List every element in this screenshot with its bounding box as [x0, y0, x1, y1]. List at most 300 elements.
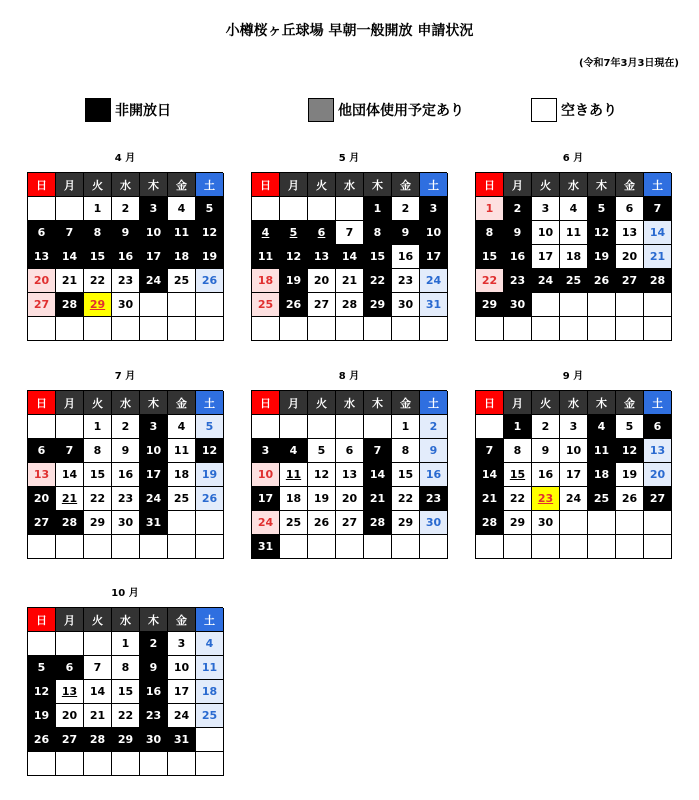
day-cell: 7: [476, 439, 504, 463]
day-cell: 24: [140, 487, 168, 511]
month-title: 8 月: [338, 371, 360, 382]
day-cell: 16: [140, 680, 168, 704]
empty-cell: [56, 415, 84, 439]
day-cell: 4: [560, 197, 588, 221]
day-cell: 11: [196, 656, 224, 680]
day-cell: 16: [112, 245, 140, 269]
day-cell: 16: [420, 463, 448, 487]
day-cell: 19: [196, 245, 224, 269]
empty-cell: [336, 415, 364, 439]
weekday-header: 木: [588, 173, 616, 197]
calendar-grid: [27, 172, 223, 341]
empty-cell: [28, 752, 56, 776]
weekday-header: 木: [364, 391, 392, 415]
day-cell: 24: [420, 269, 448, 293]
empty-cell: [168, 317, 196, 341]
empty-cell: [140, 752, 168, 776]
day-cell: 8: [84, 221, 112, 245]
day-cell: 1: [84, 415, 112, 439]
empty-cell: [168, 293, 196, 317]
empty-cell: [112, 317, 140, 341]
day-cell: 9: [532, 439, 560, 463]
day-cell: 9: [420, 439, 448, 463]
day-cell: 2: [112, 415, 140, 439]
day-cell: 28: [336, 293, 364, 317]
weekday-header: 水: [112, 391, 140, 415]
empty-cell: [56, 197, 84, 221]
empty-cell: [28, 317, 56, 341]
empty-cell: [532, 317, 560, 341]
day-cell: 5: [588, 197, 616, 221]
day-cell: 9: [504, 221, 532, 245]
empty-cell: [308, 197, 336, 221]
day-cell: 6: [616, 197, 644, 221]
empty-cell: [84, 535, 112, 559]
calendar-grid: [251, 390, 447, 559]
weekday-header: 日: [476, 173, 504, 197]
empty-cell: [392, 535, 420, 559]
as-of-date: (令和7年3月3日現在): [578, 58, 679, 69]
day-cell: 25: [560, 269, 588, 293]
empty-cell: [588, 293, 616, 317]
day-cell: 8: [392, 439, 420, 463]
day-cell: 4: [280, 439, 308, 463]
day-cell: 10: [140, 439, 168, 463]
empty-cell: [644, 535, 672, 559]
day-cell: 27: [56, 728, 84, 752]
day-cell: 19: [616, 463, 644, 487]
day-cell: 4: [196, 632, 224, 656]
legend-reserved-label: 他団体使用予定あり: [338, 102, 464, 119]
day-cell: 22: [504, 487, 532, 511]
empty-cell: [420, 317, 448, 341]
day-cell: 23: [112, 269, 140, 293]
day-cell: 1: [504, 415, 532, 439]
empty-cell: [280, 415, 308, 439]
empty-cell: [280, 197, 308, 221]
day-cell: 18: [168, 245, 196, 269]
empty-cell: [644, 511, 672, 535]
day-cell: 27: [28, 293, 56, 317]
month-calendar: [27, 150, 223, 341]
day-cell: 4: [168, 197, 196, 221]
weekday-header: 金: [616, 391, 644, 415]
day-cell: 28: [56, 511, 84, 535]
day-cell: 31: [140, 511, 168, 535]
day-cell: 14: [336, 245, 364, 269]
empty-cell: [336, 197, 364, 221]
day-cell: 20: [308, 269, 336, 293]
empty-cell: [140, 293, 168, 317]
day-cell: 24: [140, 269, 168, 293]
empty-cell: [196, 535, 224, 559]
day-cell: 19: [588, 245, 616, 269]
day-cell: 3: [420, 197, 448, 221]
day-cell: 26: [280, 293, 308, 317]
legend-reserved: [308, 97, 464, 122]
day-cell: 10: [560, 439, 588, 463]
empty-cell: [196, 728, 224, 752]
day-cell: 14: [364, 463, 392, 487]
day-cell: 13: [308, 245, 336, 269]
day-cell: 18: [588, 463, 616, 487]
day-cell: 7: [84, 656, 112, 680]
day-cell: 15: [364, 245, 392, 269]
day-cell: 12: [588, 221, 616, 245]
day-cell: 22: [84, 487, 112, 511]
day-cell: 7: [336, 221, 364, 245]
day-cell: 11: [168, 439, 196, 463]
day-cell: 25: [196, 704, 224, 728]
empty-cell: [364, 535, 392, 559]
day-cell: 17: [168, 680, 196, 704]
weekday-header: 木: [140, 391, 168, 415]
day-cell: 12: [280, 245, 308, 269]
day-cell: 17: [532, 245, 560, 269]
month-title: 4 月: [114, 153, 136, 164]
weekday-header: 金: [392, 173, 420, 197]
calendar-grid: [27, 607, 223, 776]
day-cell: 21: [644, 245, 672, 269]
empty-cell: [56, 317, 84, 341]
day-cell: 11: [280, 463, 308, 487]
day-cell: 5: [280, 221, 308, 245]
day-cell: 14: [56, 463, 84, 487]
weekday-header: 火: [308, 173, 336, 197]
weekday-header: 金: [392, 391, 420, 415]
empty-cell: [280, 317, 308, 341]
empty-cell: [196, 293, 224, 317]
day-cell: 29: [364, 293, 392, 317]
day-cell: 22: [392, 487, 420, 511]
empty-cell: [140, 535, 168, 559]
day-cell: 11: [588, 439, 616, 463]
month-title: 10 月: [111, 588, 139, 599]
day-cell: 17: [560, 463, 588, 487]
day-cell: 21: [56, 487, 84, 511]
day-cell: 3: [140, 415, 168, 439]
empty-cell: [420, 535, 448, 559]
empty-cell: [252, 317, 280, 341]
day-cell: 23: [504, 269, 532, 293]
day-cell: 18: [252, 269, 280, 293]
day-cell: 6: [308, 221, 336, 245]
day-cell: 13: [28, 463, 56, 487]
day-cell: 10: [252, 463, 280, 487]
weekday-header: 日: [252, 173, 280, 197]
empty-cell: [644, 293, 672, 317]
day-cell: 28: [56, 293, 84, 317]
day-cell: 29: [392, 511, 420, 535]
weekday-header: 土: [420, 173, 448, 197]
weekday-header: 水: [112, 173, 140, 197]
day-cell: 3: [140, 197, 168, 221]
legend-reserved-swatch: [308, 98, 334, 122]
day-cell: 9: [392, 221, 420, 245]
empty-cell: [560, 293, 588, 317]
empty-cell: [112, 535, 140, 559]
day-cell: 23: [532, 487, 560, 511]
day-cell: 27: [336, 511, 364, 535]
day-cell: 29: [476, 293, 504, 317]
empty-cell: [504, 317, 532, 341]
day-cell: 10: [168, 656, 196, 680]
day-cell: 3: [168, 632, 196, 656]
empty-cell: [616, 511, 644, 535]
day-cell: 14: [56, 245, 84, 269]
weekday-header: 日: [252, 391, 280, 415]
legend-closed-label: 非開放日: [115, 102, 171, 119]
day-cell: 19: [196, 463, 224, 487]
weekday-header: 水: [336, 391, 364, 415]
day-cell: 28: [644, 269, 672, 293]
day-cell: 23: [112, 487, 140, 511]
empty-cell: [252, 415, 280, 439]
day-cell: 8: [504, 439, 532, 463]
empty-cell: [616, 317, 644, 341]
weekday-header: 火: [84, 608, 112, 632]
day-cell: 30: [112, 511, 140, 535]
page-title: 小樽桜ヶ丘球場 早朝一般開放 申請状況: [225, 23, 474, 39]
day-cell: 12: [616, 439, 644, 463]
day-cell: 28: [84, 728, 112, 752]
day-cell: 24: [560, 487, 588, 511]
weekday-header: 金: [168, 608, 196, 632]
day-cell: 31: [252, 535, 280, 559]
weekday-header: 月: [56, 173, 84, 197]
day-cell: 12: [308, 463, 336, 487]
month-title: 5 月: [338, 153, 360, 164]
day-cell: 3: [532, 197, 560, 221]
day-cell: 19: [28, 704, 56, 728]
day-cell: 20: [28, 269, 56, 293]
empty-cell: [56, 535, 84, 559]
empty-cell: [56, 752, 84, 776]
empty-cell: [168, 511, 196, 535]
day-cell: 26: [616, 487, 644, 511]
legend-open-label: 空きあり: [561, 102, 617, 119]
day-cell: 17: [420, 245, 448, 269]
day-cell: 20: [336, 487, 364, 511]
day-cell: 7: [644, 197, 672, 221]
day-cell: 25: [588, 487, 616, 511]
empty-cell: [392, 317, 420, 341]
weekday-header: 木: [588, 391, 616, 415]
day-cell: 13: [336, 463, 364, 487]
day-cell: 22: [84, 269, 112, 293]
calendar-grid: [475, 390, 671, 559]
weekday-header: 土: [196, 608, 224, 632]
day-cell: 12: [196, 221, 224, 245]
weekday-header: 火: [532, 391, 560, 415]
empty-cell: [476, 415, 504, 439]
month-calendar: [475, 368, 671, 559]
day-cell: 31: [420, 293, 448, 317]
empty-cell: [532, 293, 560, 317]
day-cell: 23: [140, 704, 168, 728]
weekday-header: 土: [420, 391, 448, 415]
day-cell: 1: [476, 197, 504, 221]
empty-cell: [560, 317, 588, 341]
day-cell: 11: [168, 221, 196, 245]
day-cell: 6: [56, 656, 84, 680]
day-cell: 15: [476, 245, 504, 269]
empty-cell: [56, 632, 84, 656]
day-cell: 25: [252, 293, 280, 317]
day-cell: 8: [84, 439, 112, 463]
day-cell: 31: [168, 728, 196, 752]
weekday-header: 土: [644, 391, 672, 415]
empty-cell: [560, 535, 588, 559]
day-cell: 21: [476, 487, 504, 511]
day-cell: 2: [112, 197, 140, 221]
day-cell: 2: [532, 415, 560, 439]
day-cell: 4: [588, 415, 616, 439]
day-cell: 15: [84, 245, 112, 269]
day-cell: 23: [392, 269, 420, 293]
day-cell: 13: [644, 439, 672, 463]
weekday-header: 月: [56, 608, 84, 632]
day-cell: 17: [252, 487, 280, 511]
calendar-grid: [251, 172, 447, 341]
month-title: 6 月: [562, 153, 584, 164]
day-cell: 30: [140, 728, 168, 752]
day-cell: 14: [476, 463, 504, 487]
empty-cell: [308, 415, 336, 439]
day-cell: 10: [532, 221, 560, 245]
weekday-header: 火: [308, 391, 336, 415]
day-cell: 28: [364, 511, 392, 535]
day-cell: 16: [112, 463, 140, 487]
empty-cell: [616, 293, 644, 317]
empty-cell: [280, 535, 308, 559]
day-cell: 1: [392, 415, 420, 439]
day-cell: 30: [420, 511, 448, 535]
day-cell: 26: [308, 511, 336, 535]
day-cell: 21: [336, 269, 364, 293]
empty-cell: [560, 511, 588, 535]
day-cell: 2: [392, 197, 420, 221]
day-cell: 6: [28, 439, 56, 463]
weekday-header: 日: [28, 391, 56, 415]
weekday-header: 月: [56, 391, 84, 415]
empty-cell: [168, 535, 196, 559]
day-cell: 24: [252, 511, 280, 535]
day-cell: 23: [420, 487, 448, 511]
day-cell: 27: [644, 487, 672, 511]
empty-cell: [532, 535, 560, 559]
day-cell: 14: [84, 680, 112, 704]
weekday-header: 土: [196, 173, 224, 197]
day-cell: 12: [28, 680, 56, 704]
day-cell: 27: [616, 269, 644, 293]
weekday-header: 水: [336, 173, 364, 197]
day-cell: 7: [364, 439, 392, 463]
day-cell: 3: [252, 439, 280, 463]
day-cell: 16: [532, 463, 560, 487]
day-cell: 14: [644, 221, 672, 245]
day-cell: 5: [196, 415, 224, 439]
day-cell: 6: [336, 439, 364, 463]
day-cell: 27: [308, 293, 336, 317]
day-cell: 16: [504, 245, 532, 269]
day-cell: 1: [112, 632, 140, 656]
empty-cell: [336, 535, 364, 559]
empty-cell: [504, 535, 532, 559]
legend-open: [531, 97, 617, 122]
empty-cell: [84, 317, 112, 341]
weekday-header: 水: [112, 608, 140, 632]
weekday-header: 金: [168, 391, 196, 415]
weekday-header: 木: [140, 173, 168, 197]
month-calendar: [251, 368, 447, 559]
day-cell: 8: [112, 656, 140, 680]
weekday-header: 月: [280, 391, 308, 415]
day-cell: 24: [532, 269, 560, 293]
empty-cell: [588, 535, 616, 559]
day-cell: 2: [140, 632, 168, 656]
day-cell: 13: [28, 245, 56, 269]
day-cell: 17: [140, 245, 168, 269]
day-cell: 26: [588, 269, 616, 293]
day-cell: 10: [140, 221, 168, 245]
day-cell: 22: [364, 269, 392, 293]
day-cell: 6: [28, 221, 56, 245]
day-cell: 18: [280, 487, 308, 511]
empty-cell: [308, 535, 336, 559]
day-cell: 26: [196, 269, 224, 293]
empty-cell: [476, 317, 504, 341]
weekday-header: 水: [560, 391, 588, 415]
day-cell: 29: [84, 511, 112, 535]
day-cell: 20: [616, 245, 644, 269]
day-cell: 25: [168, 269, 196, 293]
day-cell: 25: [280, 511, 308, 535]
empty-cell: [336, 317, 364, 341]
weekday-header: 火: [84, 173, 112, 197]
weekday-header: 日: [28, 173, 56, 197]
empty-cell: [588, 511, 616, 535]
weekday-header: 月: [280, 173, 308, 197]
empty-cell: [28, 632, 56, 656]
day-cell: 22: [112, 704, 140, 728]
weekday-header: 日: [28, 608, 56, 632]
empty-cell: [364, 415, 392, 439]
legend-closed-swatch: [85, 98, 111, 122]
day-cell: 8: [364, 221, 392, 245]
day-cell: 15: [112, 680, 140, 704]
day-cell: 20: [56, 704, 84, 728]
month-calendar: [27, 368, 223, 559]
day-cell: 13: [616, 221, 644, 245]
day-cell: 26: [28, 728, 56, 752]
calendar-grid: [27, 390, 223, 559]
day-cell: 30: [532, 511, 560, 535]
weekday-header: 火: [532, 173, 560, 197]
empty-cell: [644, 317, 672, 341]
day-cell: 21: [56, 269, 84, 293]
day-cell: 20: [28, 487, 56, 511]
day-cell: 16: [392, 245, 420, 269]
weekday-header: 金: [168, 173, 196, 197]
empty-cell: [364, 317, 392, 341]
calendar-grid: [475, 172, 671, 341]
month-title: 9 月: [562, 371, 584, 382]
day-cell: 11: [252, 245, 280, 269]
day-cell: 21: [84, 704, 112, 728]
day-cell: 26: [196, 487, 224, 511]
day-cell: 1: [84, 197, 112, 221]
